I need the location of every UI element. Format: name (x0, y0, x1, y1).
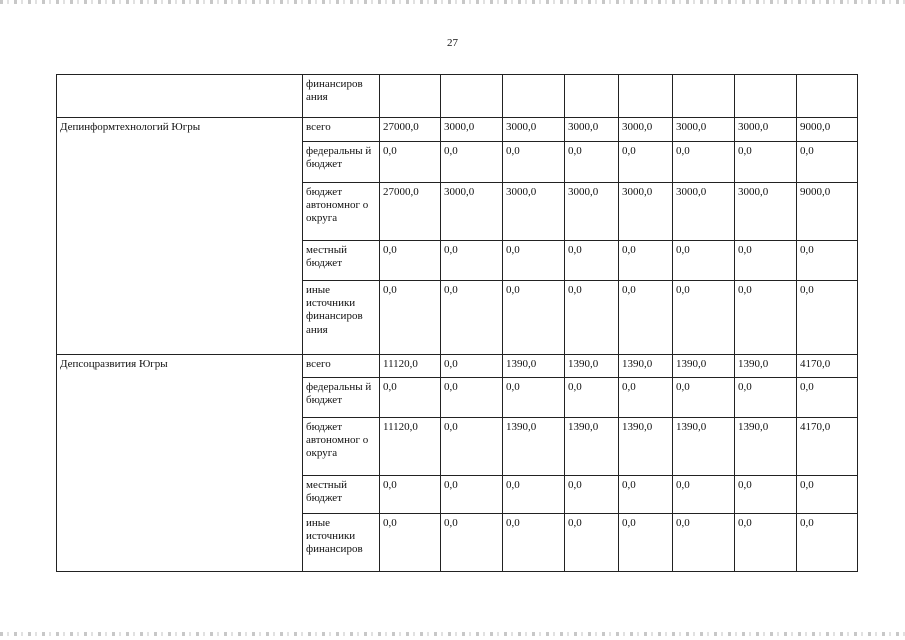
value-cell: 3000,0 (565, 118, 619, 142)
value-cell: 3000,0 (503, 183, 565, 241)
value-cell: 0,0 (503, 241, 565, 281)
value-cell: 1390,0 (565, 355, 619, 378)
table-row (57, 118, 858, 142)
value-cell: 0,0 (565, 241, 619, 281)
source-cell: иные источники финансиров (303, 514, 380, 572)
value-cell: 3000,0 (565, 183, 619, 241)
scan-edge-top (0, 0, 905, 4)
value-cell: 0,0 (797, 241, 858, 281)
value-cell: 0,0 (797, 476, 858, 514)
value-cell: 11120,0 (380, 418, 441, 476)
value-cell: 1390,0 (619, 355, 673, 378)
value-cell: 1390,0 (735, 355, 797, 378)
value-cell: 1390,0 (735, 418, 797, 476)
page-number: 27 (447, 37, 458, 49)
value-cell: 0,0 (441, 378, 503, 418)
value-cell (441, 75, 503, 118)
value-cell: 0,0 (565, 514, 619, 572)
value-cell: 3000,0 (441, 183, 503, 241)
value-cell: 1390,0 (673, 418, 735, 476)
value-cell (565, 75, 619, 118)
value-cell: 1390,0 (565, 418, 619, 476)
source-cell: финансиров ания (303, 75, 380, 118)
value-cell: 0,0 (441, 142, 503, 183)
value-cell: 0,0 (565, 142, 619, 183)
value-cell: 0,0 (380, 476, 441, 514)
value-cell: 0,0 (441, 514, 503, 572)
value-cell: 0,0 (673, 142, 735, 183)
value-cell: 0,0 (797, 281, 858, 355)
value-cell: 0,0 (735, 241, 797, 281)
value-cell (735, 75, 797, 118)
org-cell-empty (57, 75, 303, 118)
source-cell: иные источники финансиров ания (303, 281, 380, 355)
value-cell: 0,0 (565, 378, 619, 418)
table-row (57, 355, 858, 378)
value-cell: 0,0 (441, 355, 503, 378)
org-cell: Депсоцразвития Югры (57, 355, 303, 572)
value-cell: 0,0 (441, 241, 503, 281)
value-cell: 0,0 (441, 418, 503, 476)
value-cell: 0,0 (673, 476, 735, 514)
value-cell: 0,0 (380, 378, 441, 418)
value-cell: 3000,0 (735, 118, 797, 142)
table-body (57, 75, 858, 572)
value-cell: 0,0 (619, 476, 673, 514)
value-cell: 3000,0 (503, 118, 565, 142)
value-cell: 3000,0 (735, 183, 797, 241)
value-cell (797, 75, 858, 118)
value-cell: 11120,0 (380, 355, 441, 378)
org-cell: Депинформтехнологий Югры (57, 118, 303, 355)
value-cell: 0,0 (441, 281, 503, 355)
value-cell (619, 75, 673, 118)
value-cell: 3000,0 (673, 118, 735, 142)
value-cell: 0,0 (619, 241, 673, 281)
value-cell: 0,0 (380, 241, 441, 281)
value-cell: 1390,0 (673, 355, 735, 378)
value-cell: 0,0 (735, 476, 797, 514)
value-cell (380, 75, 441, 118)
source-cell: бюджет автономног о округа (303, 418, 380, 476)
value-cell: 0,0 (735, 378, 797, 418)
value-cell: 3000,0 (441, 118, 503, 142)
value-cell: 0,0 (673, 281, 735, 355)
value-cell: 0,0 (619, 378, 673, 418)
value-cell: 0,0 (380, 514, 441, 572)
value-cell: 0,0 (503, 514, 565, 572)
value-cell: 0,0 (503, 281, 565, 355)
value-cell: 27000,0 (380, 118, 441, 142)
value-cell: 3000,0 (619, 118, 673, 142)
value-cell: 0,0 (673, 241, 735, 281)
value-cell: 0,0 (673, 378, 735, 418)
source-cell: всего (303, 355, 380, 378)
value-cell: 0,0 (565, 281, 619, 355)
scan-edge-bottom (0, 632, 905, 636)
value-cell: 0,0 (503, 476, 565, 514)
value-cell: 1390,0 (619, 418, 673, 476)
value-cell: 9000,0 (797, 183, 858, 241)
value-cell: 0,0 (380, 281, 441, 355)
value-cell: 0,0 (673, 514, 735, 572)
source-cell: местный бюджет (303, 476, 380, 514)
value-cell (673, 75, 735, 118)
value-cell: 0,0 (797, 514, 858, 572)
value-cell: 0,0 (735, 281, 797, 355)
value-cell: 27000,0 (380, 183, 441, 241)
value-cell: 0,0 (565, 476, 619, 514)
value-cell: 0,0 (441, 476, 503, 514)
value-cell: 0,0 (735, 514, 797, 572)
source-cell: бюджет автономног о округа (303, 183, 380, 241)
value-cell: 0,0 (797, 378, 858, 418)
value-cell: 0,0 (619, 281, 673, 355)
value-cell: 0,0 (619, 514, 673, 572)
value-cell: 0,0 (619, 142, 673, 183)
value-cell: 0,0 (503, 378, 565, 418)
value-cell: 0,0 (380, 142, 441, 183)
source-cell: всего (303, 118, 380, 142)
value-cell: 4170,0 (797, 355, 858, 378)
value-cell: 0,0 (797, 142, 858, 183)
value-cell: 3000,0 (673, 183, 735, 241)
value-cell: 3000,0 (619, 183, 673, 241)
funding-table (56, 74, 858, 572)
value-cell (503, 75, 565, 118)
value-cell: 0,0 (503, 142, 565, 183)
source-cell: федеральны й бюджет (303, 142, 380, 183)
value-cell: 0,0 (735, 142, 797, 183)
value-cell: 9000,0 (797, 118, 858, 142)
source-cell: местный бюджет (303, 241, 380, 281)
value-cell: 1390,0 (503, 355, 565, 378)
source-cell: федеральны й бюджет (303, 378, 380, 418)
value-cell: 1390,0 (503, 418, 565, 476)
table-row (57, 75, 858, 118)
value-cell: 4170,0 (797, 418, 858, 476)
